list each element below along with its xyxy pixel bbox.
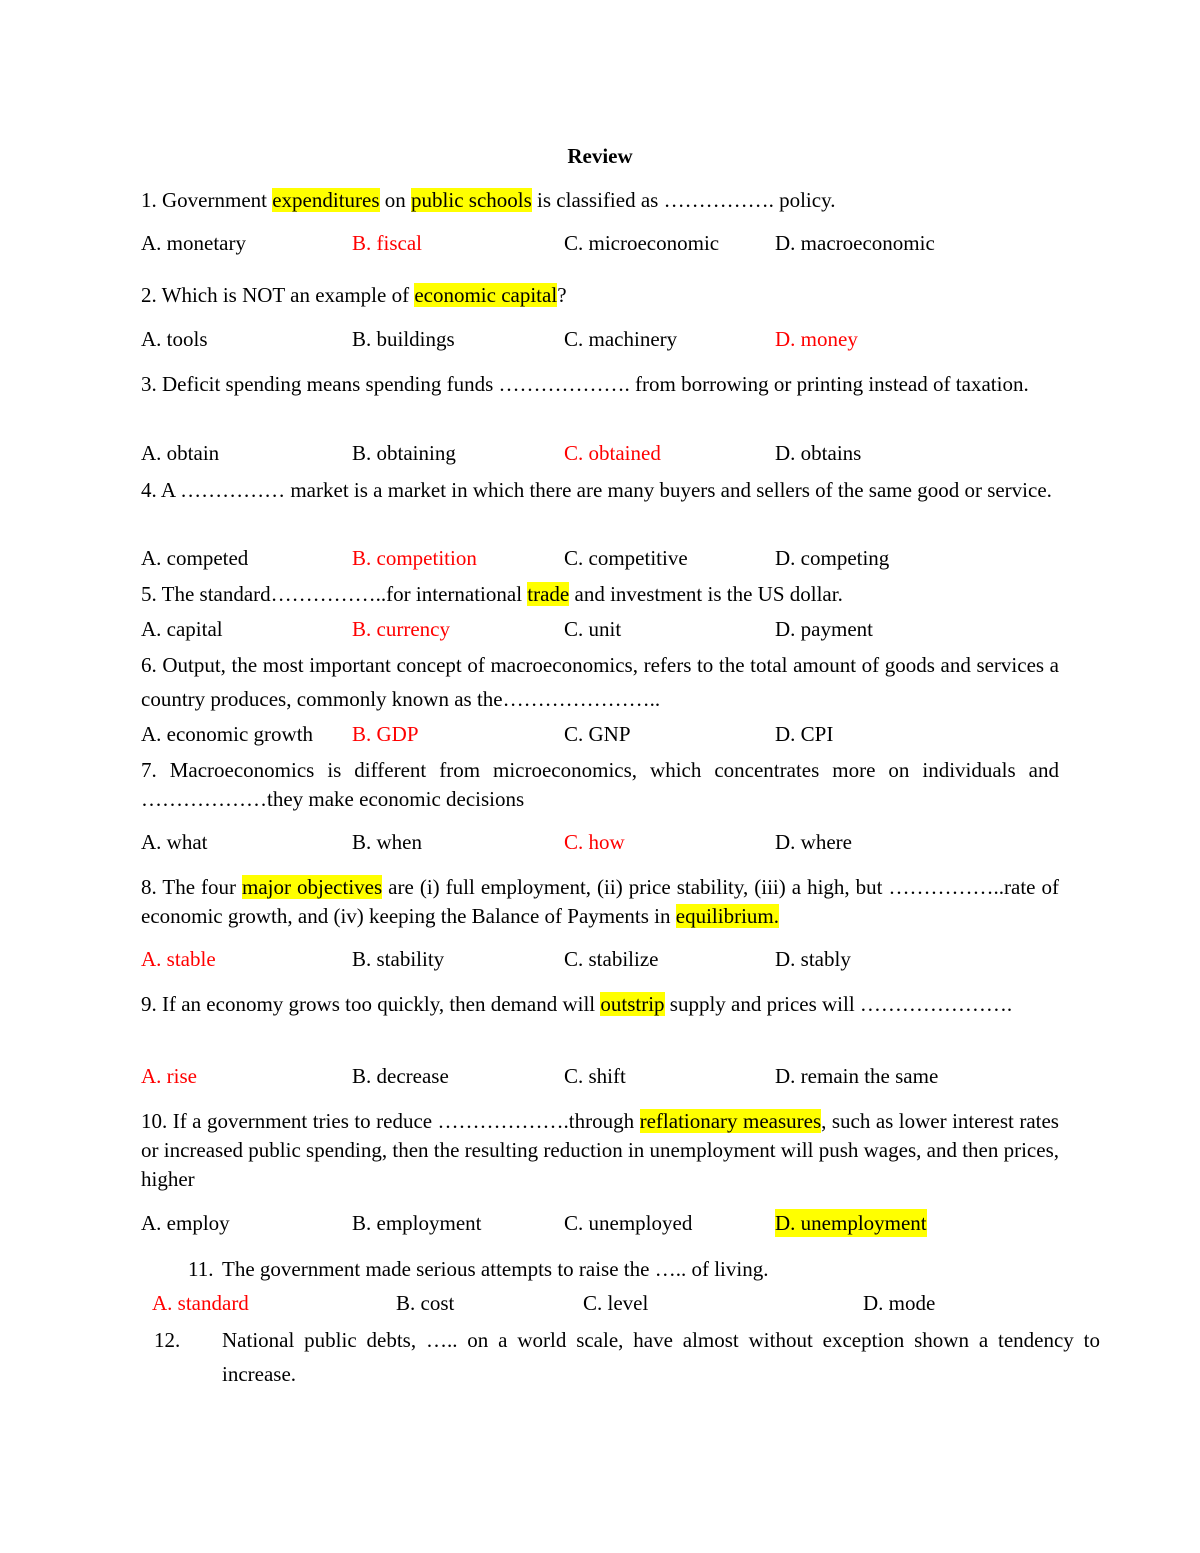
option-correct: A. standard [152,1291,249,1315]
question-number: 11. [188,1257,214,1281]
option: D. stably [775,947,851,971]
option-correct: A. stable [141,947,216,971]
highlight: public schools [411,188,532,212]
option: B. stability [352,947,445,971]
option: C. competitive [564,546,688,570]
option: C. unit [564,617,622,641]
option: A. capital [141,617,223,641]
question-12: 12. National public debts, ….. on a world scale, have almost without exception shown a tendency to increase. [188,1323,1100,1391]
highlight: trade [527,582,570,606]
option: C. shift [564,1064,626,1088]
question-7: 7. Macroeconomics is different from microeconomics, which concentrates more on individuals and ………………they make economic decisions [141,758,1059,811]
highlight: outstrip [600,992,665,1016]
option: A. tools [141,327,208,351]
question-4: 4. A …………… market is a market in which there are many buyers and sellers of the same good or service. [141,478,1052,502]
option: A. economic growth [141,722,314,746]
question-11: 11. The government made serious attempts to raise the ….. of living. [188,1252,1066,1286]
option: A. employ [141,1211,230,1235]
option: B. when [352,830,422,854]
option: C. machinery [564,327,678,351]
question-6: 6. Output, the most important concept of macroeconomics, refers to the total amount of goods and services a country produces, commonly known as the………………….. [141,653,1059,711]
option: C. GNP [564,722,631,746]
option-correct: C. how [564,830,625,854]
highlight: expenditures [272,188,380,212]
option: B. obtaining [352,441,456,465]
question-3: 3. Deficit spending means spending funds ………………. from borrowing or printing instead of taxation. [141,372,1029,396]
option-correct: B. currency [352,617,450,641]
option: D. obtains [775,441,862,465]
option: D. where [775,830,852,854]
question-1: 1. Government expenditures on public schools is classified as ……………. policy. [141,188,836,212]
question-5: 5. The standard……………..for international trade and investment is the US dollar. [141,582,843,606]
highlight: reflationary measures [639,1109,822,1133]
option: B. buildings [352,327,455,351]
option: A. competed [141,546,249,570]
option-correct: B. fiscal [352,231,422,255]
option: C. microeconomic [564,231,720,255]
option: A. what [141,830,208,854]
option: D. CPI [775,722,834,746]
page-title: Review [567,144,633,168]
option: D. competing [775,546,890,570]
option: C. unemployed [564,1211,693,1235]
option: B. decrease [352,1064,449,1088]
option: C. level [583,1291,649,1315]
highlight: economic capital [414,283,558,307]
question-2: 2. Which is NOT an example of economic capital? [141,283,567,307]
option: C. stabilize [564,947,659,971]
option: D. macroeconomic [775,231,935,255]
option: A. obtain [141,441,220,465]
option: B. employment [352,1211,482,1235]
option: B. cost [396,1291,455,1315]
highlight: equilibrium. [675,904,780,928]
question-9: 9. If an economy grows too quickly, then demand will outstrip supply and prices will …………………. [141,992,1013,1016]
option-correct: B. GDP [352,722,419,746]
question-8: 8. The four major objectives are (i) full employment, (ii) price stability, (iii) a high, but ……………..rate of economic growth, and (iv) keeping the Balance of Payments in equilibrium. [141,875,1059,928]
option-highlighted: D. unemployment [775,1211,927,1235]
option-correct: C. obtained [564,441,661,465]
question-10: 10. If a government tries to reduce ……………….through reflationary measures, such as lower interest rates or increased public spending, then the resulting reduction in unemployment will push wages, and then prices, higher [141,1109,1059,1191]
option: A. monetary [141,231,246,255]
option: D. payment [775,617,873,641]
option-correct: D. money [775,327,858,351]
highlight: major objectives [242,875,383,899]
option: D. remain the same [775,1064,939,1088]
option: D. mode [863,1291,936,1315]
option-correct: B. competition [352,546,477,570]
question-number: 12. [154,1328,181,1352]
option-correct: A. rise [141,1064,197,1088]
